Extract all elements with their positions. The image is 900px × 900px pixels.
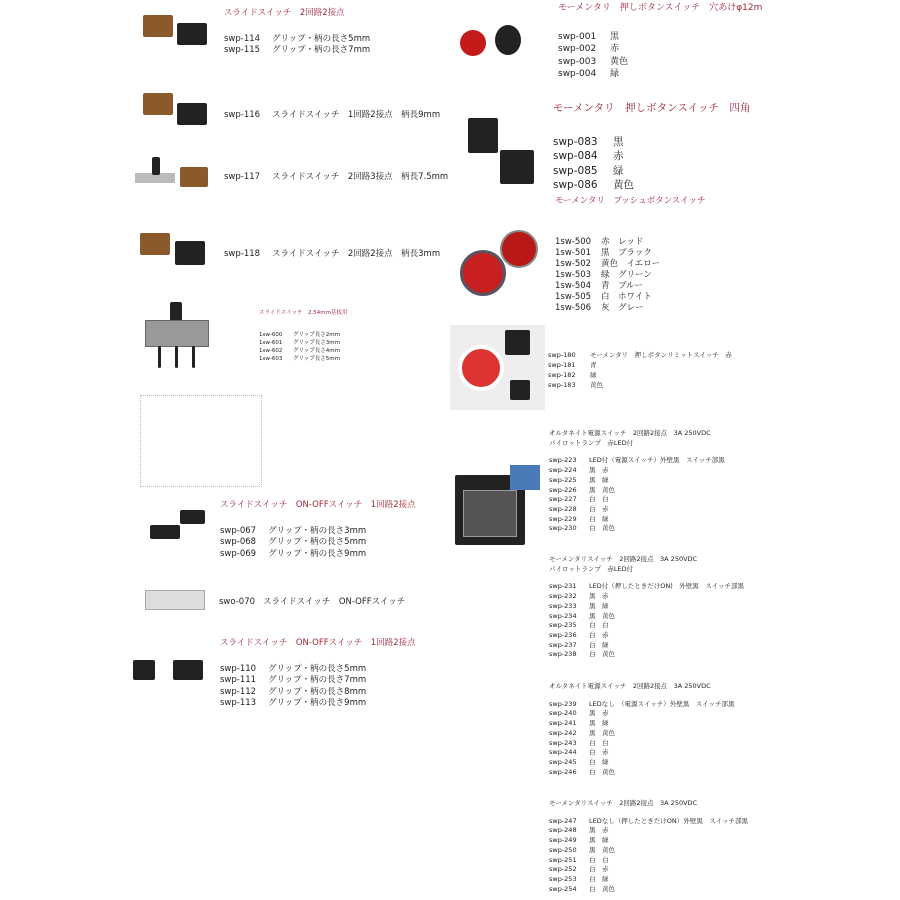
list-item: [549, 885, 748, 895]
product-code: 1sw-502: [555, 259, 592, 269]
product-description: スライドスイッチ 1回路2接点 柄長9mm: [272, 110, 441, 120]
list-item: [220, 698, 416, 710]
product-code: swp-182: [548, 371, 576, 379]
product-description: 黒 黄色: [589, 611, 615, 620]
product-description: 緑 グリーン: [601, 270, 652, 280]
product-description: 白 緑: [589, 874, 609, 883]
section-header: パイロットランプ 赤LED付: [549, 564, 634, 573]
product-code: swp-249: [549, 836, 577, 845]
product-code: 1sw-600: [259, 332, 283, 338]
product-code: swp-248: [549, 826, 577, 835]
section-title: スライドスイッチ ON-OFFスイッチ 1回路2接点: [220, 638, 416, 648]
product-description: スライドスイッチ 2回路3接点 柄長7.5mm: [272, 172, 449, 182]
list-item: [553, 149, 750, 163]
product-description: 白 白: [589, 855, 609, 864]
product-code: swp-252: [549, 865, 577, 874]
product-description: 白 ホワイト: [601, 292, 652, 302]
product-description: 白 緑: [589, 640, 609, 649]
section-header: オルタネイト電源スイッチ 2回路2接点 3A 250VDC: [549, 682, 711, 690]
product-code: swp-083: [553, 136, 598, 149]
product-section-s114: [224, 8, 370, 57]
product-description: 青 ブルー: [601, 281, 644, 291]
product-code: swp-002: [558, 44, 597, 54]
product-code: swp-085: [553, 164, 598, 177]
product-section-s083: [553, 101, 750, 192]
product-code: 1sw-503: [555, 270, 592, 280]
product-code: swp-226: [549, 485, 577, 494]
dimension-drawing: [140, 395, 262, 487]
product-description: 白 赤: [589, 748, 609, 757]
slide-switch-image-254mm: [140, 300, 215, 375]
product-description: グリップ・柄の長さ7mm: [272, 45, 371, 55]
list-item: [259, 339, 348, 347]
product-code: swp-229: [549, 514, 577, 523]
product-description: 赤 レッド: [601, 237, 644, 247]
product-section-s500: [555, 196, 706, 314]
product-code: swp-241: [549, 719, 577, 728]
product-description: 赤: [613, 150, 624, 163]
section-header: モーメンタリスイッチ 2回路2接点 3A 250VDC: [549, 555, 698, 563]
list-item: [549, 612, 744, 622]
list-item: [224, 45, 370, 57]
product-description: 黒 黄色: [589, 485, 615, 494]
list-item: [220, 687, 416, 699]
product-description: グリップ・柄の長さ8mm: [268, 686, 367, 697]
list-item: [549, 641, 744, 651]
product-description: 黒 黄色: [589, 845, 615, 854]
product-description: 白 白: [589, 495, 609, 504]
list-item: [558, 68, 762, 81]
slide-switch-image-067: [140, 500, 215, 560]
product-description: 緑: [610, 69, 620, 79]
product-section-s247: [549, 799, 748, 894]
product-code: swp-240: [549, 709, 577, 718]
product-description: 白 赤: [589, 630, 609, 639]
product-code: swp-243: [549, 738, 577, 747]
list-item: [555, 292, 706, 303]
product-code: swp-225: [549, 475, 577, 484]
list-item: [558, 56, 762, 69]
product-description: 黒 ブラック: [601, 248, 652, 258]
list-item: [549, 729, 734, 739]
product-section-s070: [219, 596, 405, 608]
list-item: [558, 31, 762, 44]
slide-switch-image-114: [135, 5, 215, 60]
list-item: [549, 621, 744, 631]
list-item: [558, 43, 762, 56]
product-description: LEDなし （電源スイッチ）外壁黒 スイッチ部黒: [589, 699, 735, 708]
product-description: モーメンタリ 押しボタンリミットスイッチ 赤: [590, 351, 732, 359]
product-description: 白 緑: [589, 514, 609, 523]
product-description: 青: [590, 361, 597, 369]
list-item: [555, 281, 706, 292]
list-item: [549, 709, 734, 719]
product-code: swp-001: [558, 31, 597, 42]
list-item: [549, 700, 734, 710]
list-item: [220, 549, 416, 561]
product-section-s239: [549, 682, 734, 777]
list-item: [549, 466, 725, 476]
section-title: スライドスイッチ 2回路2接点: [224, 8, 345, 18]
product-section-s600: [259, 309, 348, 363]
list-item: [549, 515, 725, 525]
product-description: 白 黄色: [589, 767, 615, 776]
section-header: オルタネイト電源スイッチ 2回路2接点 3A 250VDC: [549, 429, 711, 437]
section-title: スライドスイッチ 2.54mm基板用: [259, 310, 348, 316]
list-item: [224, 248, 440, 260]
product-section-s117: [224, 171, 448, 183]
product-description: スライドスイッチ 2回路2接点 柄長3mm: [272, 249, 441, 259]
product-code: swp-230: [549, 524, 577, 533]
list-item: [553, 164, 750, 178]
list-item: [549, 592, 744, 602]
product-code: swp-242: [549, 728, 577, 737]
list-item: [220, 664, 416, 676]
list-item: [549, 856, 748, 866]
list-item: [555, 237, 706, 248]
product-description: 緑: [613, 164, 624, 177]
list-item: [259, 347, 348, 355]
product-description: グリップ・柄の長さ5mm: [268, 663, 367, 674]
product-description: 黒 緑: [589, 719, 609, 728]
list-item: [224, 171, 448, 183]
product-section-s116: [224, 109, 440, 121]
product-description: グリップ長さ3mm: [293, 340, 340, 346]
product-code: swp-116: [224, 110, 261, 120]
product-code: swp-239: [549, 699, 577, 708]
list-item: [549, 486, 725, 496]
product-code: swp-235: [549, 621, 577, 630]
square-switch-image-223: [450, 455, 545, 555]
list-item: [549, 739, 734, 749]
list-item: [555, 259, 706, 270]
list-item: [220, 526, 416, 538]
list-item: [548, 350, 732, 360]
slide-switch-image-117: [130, 155, 220, 200]
list-item: [549, 631, 744, 641]
list-item: [224, 109, 440, 121]
product-description: グリップ・柄の長さ7mm: [268, 675, 367, 685]
slide-switch-image-118: [135, 225, 215, 280]
product-description: グリップ・柄の長さ3mm: [268, 525, 367, 536]
list-item: [549, 826, 748, 836]
product-code: swp-224: [549, 466, 577, 475]
product-code: 1sw-500: [555, 237, 592, 247]
product-code: swp-118: [224, 249, 261, 259]
list-item: [555, 303, 706, 314]
product-code: 1sw-602: [259, 348, 283, 354]
product-code: swp-231: [549, 582, 577, 591]
product-code: swp-234: [549, 611, 577, 620]
product-description: LEDなし（押したときだけON）外壁黒 スイッチ部黒: [589, 816, 748, 825]
list-item: [549, 846, 748, 856]
product-code: 1sw-501: [555, 248, 592, 258]
product-code: swp-115: [224, 45, 261, 55]
list-item: [219, 596, 405, 608]
product-description: 黒 赤: [589, 592, 609, 601]
product-code: swp-112: [220, 686, 257, 697]
product-description: 白 黄色: [589, 524, 615, 533]
product-section-s180: [548, 350, 732, 390]
product-description: グリップ長さ2mm: [293, 332, 340, 338]
product-section-s231: [549, 555, 744, 660]
product-code: swo-070: [219, 597, 256, 607]
section-header: パイロットランプ 赤LED付: [549, 438, 634, 447]
product-description: グリップ・柄の長さ9mm: [268, 698, 367, 708]
product-code: swp-232: [549, 592, 577, 601]
product-description: 黄色: [590, 381, 603, 389]
product-code: swp-247: [549, 816, 577, 825]
list-item: [549, 836, 748, 846]
product-code: 1sw-504: [555, 281, 592, 291]
product-code: swp-254: [549, 884, 577, 893]
product-code: swp-236: [549, 630, 577, 639]
product-code: swp-114: [224, 33, 261, 44]
list-item: [553, 135, 750, 149]
product-description: 黒 赤: [589, 466, 609, 475]
list-item: [549, 456, 725, 466]
section-title: モーメンタリ プッシュボタンスイッチ: [555, 196, 706, 206]
product-section-s223: [549, 429, 725, 534]
list-item: [553, 178, 750, 192]
product-description: 白 白: [589, 738, 609, 747]
product-description: スライドスイッチ ON-OFFスイッチ: [263, 597, 406, 607]
section-title: モーメンタリ 押しボタンスイッチ 穴あけφ12m: [558, 3, 763, 13]
product-description: グリップ・柄の長さ5mm: [268, 537, 367, 547]
product-description: 黒 緑: [589, 601, 609, 610]
push-button-image-500: [455, 225, 545, 300]
list-item: [548, 380, 732, 390]
product-description: 黒: [613, 136, 624, 149]
list-item: [549, 758, 734, 768]
product-code: swp-086: [553, 178, 598, 191]
product-description: 黒: [610, 31, 620, 42]
list-item: [224, 34, 370, 46]
product-code: swp-183: [548, 381, 576, 389]
product-description: グリップ長さ4mm: [293, 348, 340, 354]
list-item: [549, 476, 725, 486]
product-code: swp-233: [549, 601, 577, 610]
product-description: グリップ長さ5mm: [293, 356, 340, 362]
list-item: [549, 817, 748, 827]
product-code: swp-113: [220, 698, 257, 708]
list-item: [549, 495, 725, 505]
list-item: [555, 248, 706, 259]
product-code: swp-238: [549, 650, 577, 659]
slide-switch-image-110: [128, 655, 213, 695]
product-code: swp-237: [549, 640, 577, 649]
product-code: swp-117: [224, 172, 261, 182]
product-description: 黒 赤: [589, 826, 609, 835]
product-code: swp-228: [549, 504, 577, 513]
list-item: [259, 355, 348, 363]
list-item: [549, 582, 744, 592]
product-description: 灰 グレー: [601, 303, 644, 313]
product-code: swp-246: [549, 767, 577, 776]
product-code: swp-251: [549, 855, 577, 864]
product-code: swp-253: [549, 874, 577, 883]
list-item: [548, 360, 732, 370]
product-description: 黒 赤: [589, 709, 609, 718]
list-item: [549, 505, 725, 515]
product-code: swp-181: [548, 361, 576, 369]
product-description: 緑: [590, 371, 597, 379]
slide-switch-image-070: [140, 580, 210, 625]
push-button-image-001: [455, 5, 545, 75]
product-code: 1sw-506: [555, 303, 592, 313]
product-code: swp-067: [220, 525, 257, 536]
product-code: 1sw-505: [555, 292, 592, 302]
product-code: swp-069: [220, 548, 257, 559]
list-item: [549, 602, 744, 612]
product-code: swp-004: [558, 69, 597, 79]
list-item: [549, 865, 748, 875]
product-description: 白 赤: [589, 865, 609, 874]
list-item: [220, 537, 416, 549]
product-description: 白 緑: [589, 757, 609, 766]
product-code: swp-068: [220, 537, 257, 547]
list-item: [549, 719, 734, 729]
list-item: [548, 370, 732, 380]
section-header: モーメンタリスイッチ 2回路2接点 3A 250VDC: [549, 799, 698, 807]
product-description: 白 黄色: [589, 884, 615, 893]
list-item: [259, 331, 348, 339]
limit-switch-image-180: [450, 325, 545, 410]
product-description: グリップ・柄の長さ5mm: [272, 33, 371, 44]
list-item: [549, 650, 744, 660]
product-code: swp-250: [549, 845, 577, 854]
list-item: [555, 270, 706, 281]
push-button-image-083: [460, 110, 545, 200]
product-section-s118: [224, 248, 440, 260]
product-section-s110: [220, 638, 416, 710]
product-code: swp-245: [549, 757, 577, 766]
product-description: LED付（電源スイッチ）外壁黒 スイッチ部黒: [589, 456, 725, 465]
product-code: swp-227: [549, 495, 577, 504]
product-code: swp-180: [548, 351, 576, 359]
product-code: swp-003: [558, 56, 597, 67]
product-section-s001: [558, 2, 762, 81]
product-code: swp-110: [220, 663, 257, 674]
product-description: 黄色: [613, 178, 634, 191]
product-description: 黄色: [610, 56, 629, 67]
product-description: 黒 黄色: [589, 728, 615, 737]
product-description: 赤: [610, 44, 620, 54]
section-title: モーメンタリ 押しボタンスイッチ 四角: [553, 102, 751, 114]
list-item: [549, 875, 748, 885]
product-code: swp-244: [549, 748, 577, 757]
slide-switch-image-116: [135, 85, 215, 140]
list-item: [549, 748, 734, 758]
product-description: 白 白: [589, 621, 609, 630]
list-item: [220, 675, 416, 687]
product-description: 黒 緑: [589, 836, 609, 845]
product-code: swp-084: [553, 150, 598, 163]
section-title: スライドスイッチ ON-OFFスイッチ 1回路2接点: [220, 500, 416, 510]
product-code: swp-111: [220, 675, 257, 685]
product-code: 1sw-601: [259, 340, 283, 346]
product-description: LED付（押したときだけON) 外壁黒 スイッチ部黒: [589, 582, 744, 591]
product-code: swp-223: [549, 456, 577, 465]
list-item: [549, 768, 734, 778]
product-section-s067: [220, 500, 416, 560]
product-description: 黒 緑: [589, 475, 609, 484]
list-item: [549, 524, 725, 534]
product-code: 1sw-603: [259, 356, 283, 362]
product-description: 白 赤: [589, 504, 609, 513]
product-description: 白 黄色: [589, 650, 615, 659]
product-description: 黄色 イエロー: [601, 259, 661, 269]
product-description: グリップ・柄の長さ9mm: [268, 548, 367, 559]
